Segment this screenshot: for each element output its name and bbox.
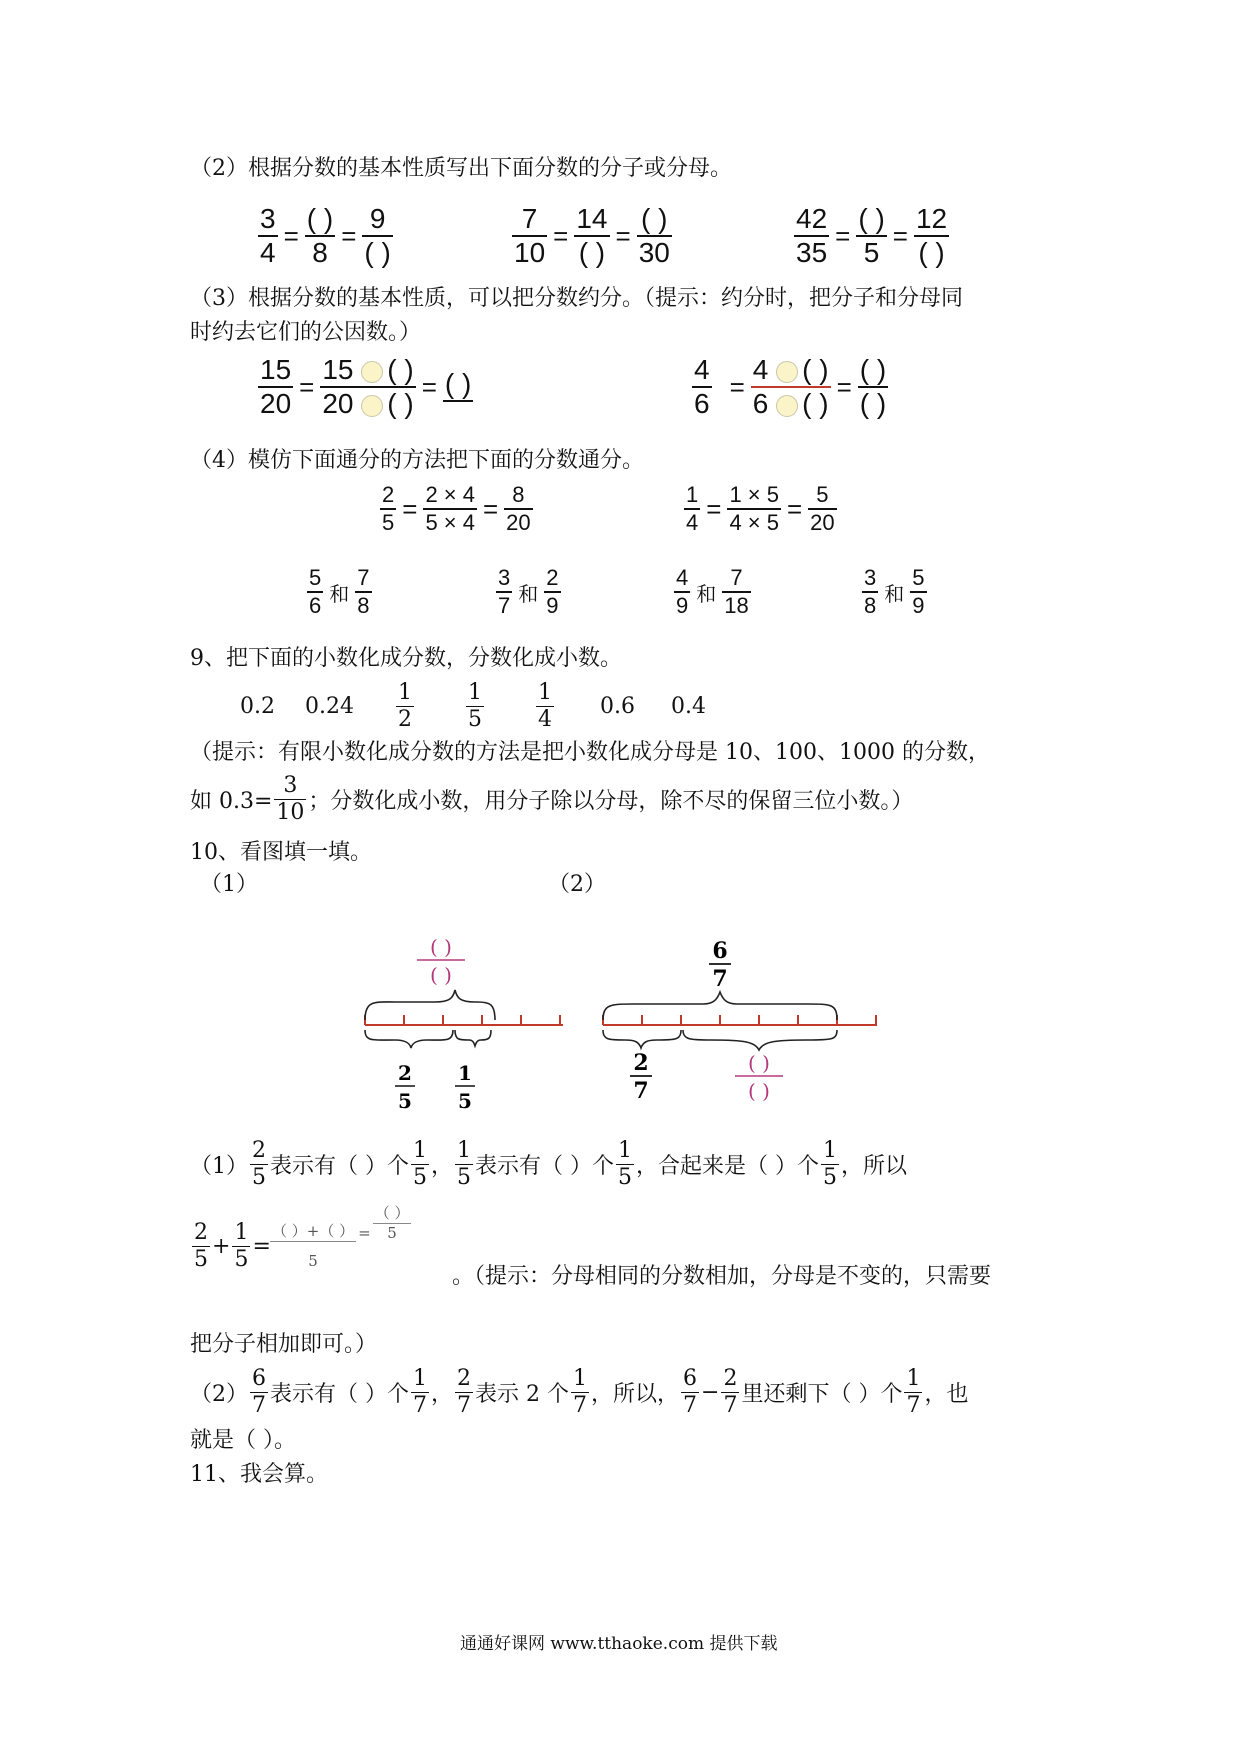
q10-part-2-label: （2） [548,872,606,897]
fig2-top-numerator: 6 [712,938,728,964]
q10-answer-1-sum: $\frac{2}{5}$ + $\frac{1}{5}$ = [194,1220,271,1272]
q9-items: 0.2 0.24 $\frac{1}{2}$ $\frac{1}{5}$ $\frac{1}{4}$ 0.6 0.4 [240,680,706,732]
operator-circle [361,361,383,383]
s3-line-1: （3）根据分数的基本性质，可以把分数约分。（提示：约分时，把分子和分母同 [190,286,963,311]
s3-equation-1: $\frac{15}{20}$ = $\frac{15 ( )}{20 ( )}$ = ( ) [260,354,472,419]
top-brace [365,990,495,1020]
operator-circle [776,395,798,417]
s4-pair-4: $\frac{3}{8}$ 和 $\frac{5}{9}$ [864,565,925,618]
q10-answer-1: （1） $\frac{2}{5}$ 表示有（ ）个 $\frac{1}{5}$ ， $\frac{1}{5}$ 表示有（ ）个 $\frac{1}{5}$ ，合起来是（ ）个 $\frac{1}{5}$ ，所以 [190,1138,908,1190]
s4-example-2: $\frac{1}{4}$ = $\frac{1 \times 5}{4 \times 5}$ = $\frac{5}{20}$ [686,482,835,535]
bottom-brace-2 [683,1030,837,1050]
fig1-b1-numerator: 2 [398,1061,412,1085]
s4-title: （4）模仿下面通分的方法把下面的分数通分。 [190,448,644,473]
s3-equation-2: $\frac{4}{6}$ = $\frac{4 ( )}{6 ( )}$ = $\frac{( )}{( )}$ [694,354,887,419]
s2-equation-2: $\frac{7}{10}$ = $\frac{14}{( )}$ = $\frac{( )}{30}$ [514,203,670,268]
q9-title: 9、把下面的小数化成分数，分数化成小数。 [190,646,622,671]
q11-title: 11、我会算。 [190,1462,328,1487]
tick-marks [603,1015,876,1025]
operator-circle [776,361,798,383]
fig2-b1-numerator: 2 [633,1050,649,1076]
q10-answer-1-hint: 。（提示：分母相同的分数相加，分母是不变的，只需要 [452,1264,992,1289]
fig2-top-denominator: 7 [712,966,728,992]
operator-circle [361,395,383,417]
q10-title: 10、看图填一填。 [190,840,372,865]
q10-answer-1-hint-2: 把分子相加即可。） [190,1332,378,1357]
s3-line-2: 时约去它们的公因数。） [190,320,422,345]
fig2-b2-denominator: ( ) [748,1079,770,1103]
s2-title: （2）根据分数的基本性质写出下面分数的分子或分母。 [190,156,732,181]
fig2-b1-denominator: 7 [633,1078,649,1104]
s2-equation-3: $\frac{42}{35}$ = $\frac{( )}{5}$ = $\frac{12}{( )}$ [796,203,948,268]
fig1-top-numerator: ( ) [430,935,452,959]
tick-marks [365,1015,560,1025]
s4-pair-1: $\frac{5}{6}$ 和 $\frac{7}{8}$ [309,565,370,618]
fig1-b2-numerator: 1 [458,1061,472,1085]
s2-equation-1: $\frac{3}{4}$ = $\frac{( )}{8}$ = $\frac{9}{( )}$ [260,203,391,268]
q10-answer-2: （2） $\frac{6}{7}$ 表示有（ ）个 $\frac{1}{7}$ ， $\frac{2}{7}$ 表示 2 个 $\frac{1}{7}$ ，所以， $\frac{6}{7}$ − $\frac{2}{7}$ 里还剩下（ ）个 $\frac{1}{7}$ ，也 [190,1366,969,1418]
q10-answer-1-small-eq: $\frac{( )+( )}{5}$ = $\frac{( )}{5}$ [272,1204,410,1270]
s4-pair-2: $\frac{3}{7}$ 和 $\frac{2}{9}$ [498,565,559,618]
bottom-brace-2 [455,1030,491,1046]
s4-example-1: $\frac{2}{5}$ = $\frac{2 \times 4}{5 \times 4}$ = $\frac{8}{20}$ [382,482,531,535]
bottom-brace-1 [365,1030,453,1048]
bottom-brace-1 [603,1030,681,1048]
q9-hint-2: 如 0.3= $\frac{3}{10}$ ；分数化成小数，用分子除以分母，除不尽的保留三位小数。） [190,773,914,825]
fig1-b1-denominator: 5 [398,1089,412,1113]
q10-answer-2-line-2: 就是（ ）。 [190,1428,296,1453]
s4-pair-3: $\frac{4}{9}$ 和 $\frac{7}{18}$ [676,565,749,618]
fig1-b2-denominator: 5 [458,1089,472,1113]
fig2-b2-numerator: ( ) [748,1051,770,1075]
q10-figure-1 [355,920,575,1120]
q10-figure-2 [595,920,885,1120]
footer-text: 通通好课网 www.tthaoke.com 提供下载 [460,1634,778,1654]
q10-part-1-label: （1） [200,872,258,897]
q9-hint-1: （提示：有限小数化成分数的方法是把小数化成分母是 10、100、1000 的分数， [190,740,990,765]
fig1-top-denominator: ( ) [430,963,452,987]
